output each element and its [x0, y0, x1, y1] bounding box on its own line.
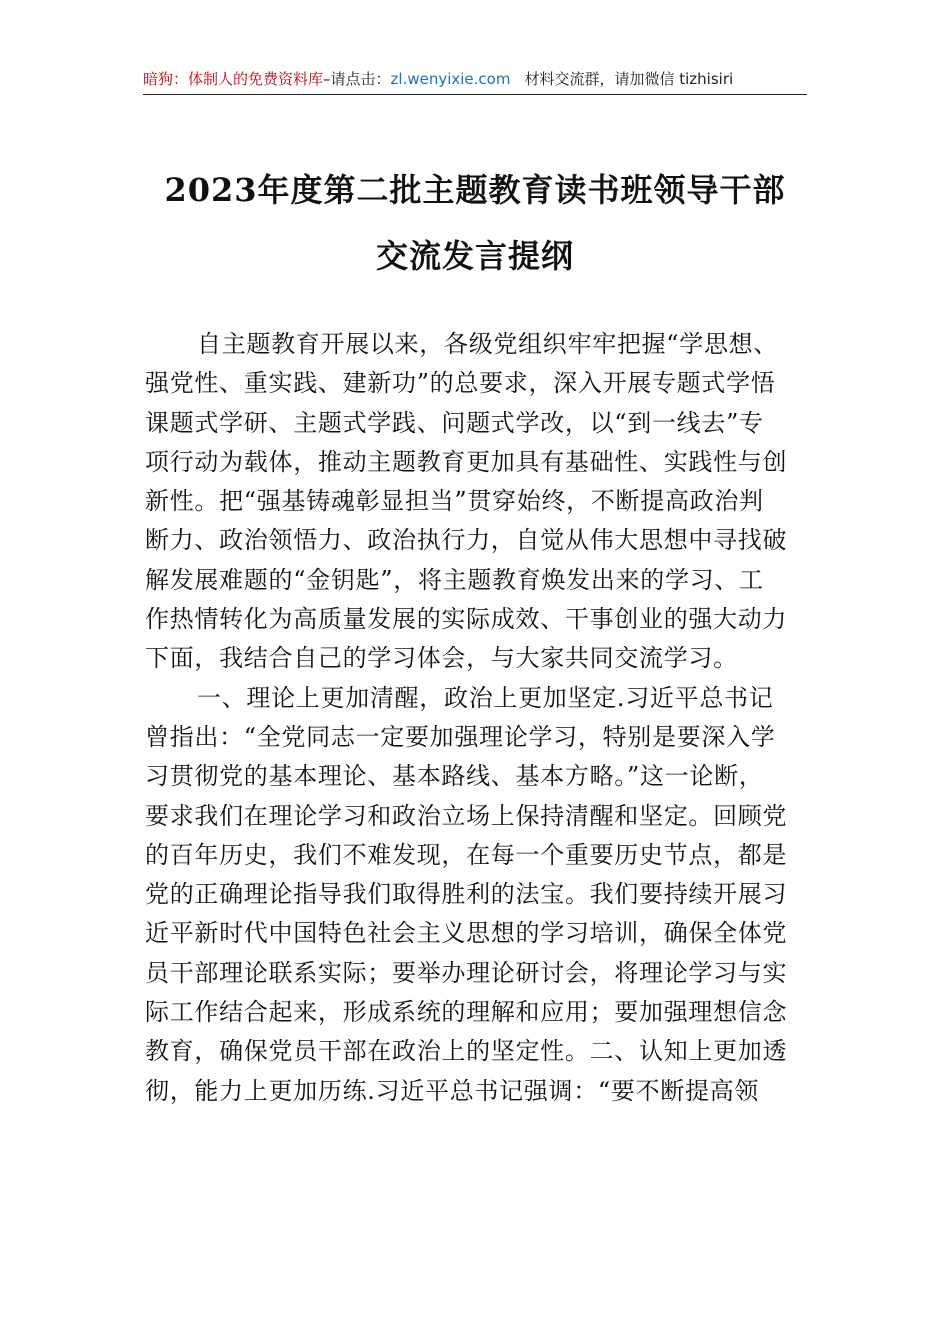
body-line: 自主题教育开展以来，各级党组织牢牢把握“学思想、	[197, 330, 779, 358]
body-line: 下面，我结合自己的学习体会，与大家共同交流学习。	[145, 644, 738, 673]
body-line: 际工作结合起来，形成系统的理解和应用；要加强理想信念	[145, 998, 788, 1027]
body-line: 员干部理论联系实际；要举办理论研讨会，将理论学习与实	[145, 958, 788, 987]
body-line: 强党性、重实践、建新功”的总要求，深入开展专题式学悟	[145, 369, 776, 398]
document-body	[145, 325, 805, 1111]
body-line: 近平新时代中国特色社会主义思想的学习培训，确保全体党	[145, 919, 788, 948]
body-line: 彻，能力上更加历练.习近平总书记强调：“要不断提高领	[145, 1076, 760, 1105]
body-line: 新性。把“强基铸魂彰显担当”贯穿始终，不断提高政治判	[145, 487, 764, 516]
header-group-note: 材料交流群，请加微信 tizhisiri	[524, 70, 734, 88]
header-promo-text: 暗狗：体制人的免费资料库	[143, 70, 324, 88]
header-url-link[interactable]: zl.wenyixie.com	[390, 70, 511, 88]
document-title-line-1: 2023年度第二批主题教育读书班领导干部	[164, 171, 786, 209]
body-line: 课题式学研、主题式学践、问题式学改，以“到一线去”专	[145, 408, 764, 437]
body-line: 党的正确理论指导我们取得胜利的法宝。我们要持续开展习	[145, 880, 788, 909]
body-line: 断力、政治领悟力、政治执行力，自觉从伟大思想中寻找破	[145, 526, 788, 555]
page-header	[143, 66, 807, 95]
body-line: 教育，确保党员干部在政治上的坚定性。二、认知上更加透	[145, 1037, 788, 1066]
body-line: 习贯彻党的基本理论、基本路线、基本方略。”这一论断，	[145, 762, 764, 791]
body-line: 要求我们在理论学习和政治立场上保持清醒和坚定。回顾党	[145, 801, 788, 830]
header-click-label: –请点击：	[323, 70, 391, 88]
body-line: 的百年历史，我们不难发现，在每一个重要历史节点，都是	[145, 840, 788, 869]
body-line: 项行动为载体，推动主题教育更加具有基础性、实践性与创	[145, 447, 788, 476]
body-line: 曾指出：“全党同志一定要加强理论学习，特别是要深入学	[145, 722, 776, 751]
body-line: 解发展难题的“金钥匙”，将主题教育焕发出来的学习、工	[145, 565, 764, 594]
body-line: 作热情转化为高质量发展的实际成效、干事创业的强大动力	[145, 605, 788, 634]
document-title-line-2: 交流发言提纲	[375, 237, 574, 275]
body-line: 一、理论上更加清醒，政治上更加坚定.习近平总书记	[197, 683, 774, 712]
